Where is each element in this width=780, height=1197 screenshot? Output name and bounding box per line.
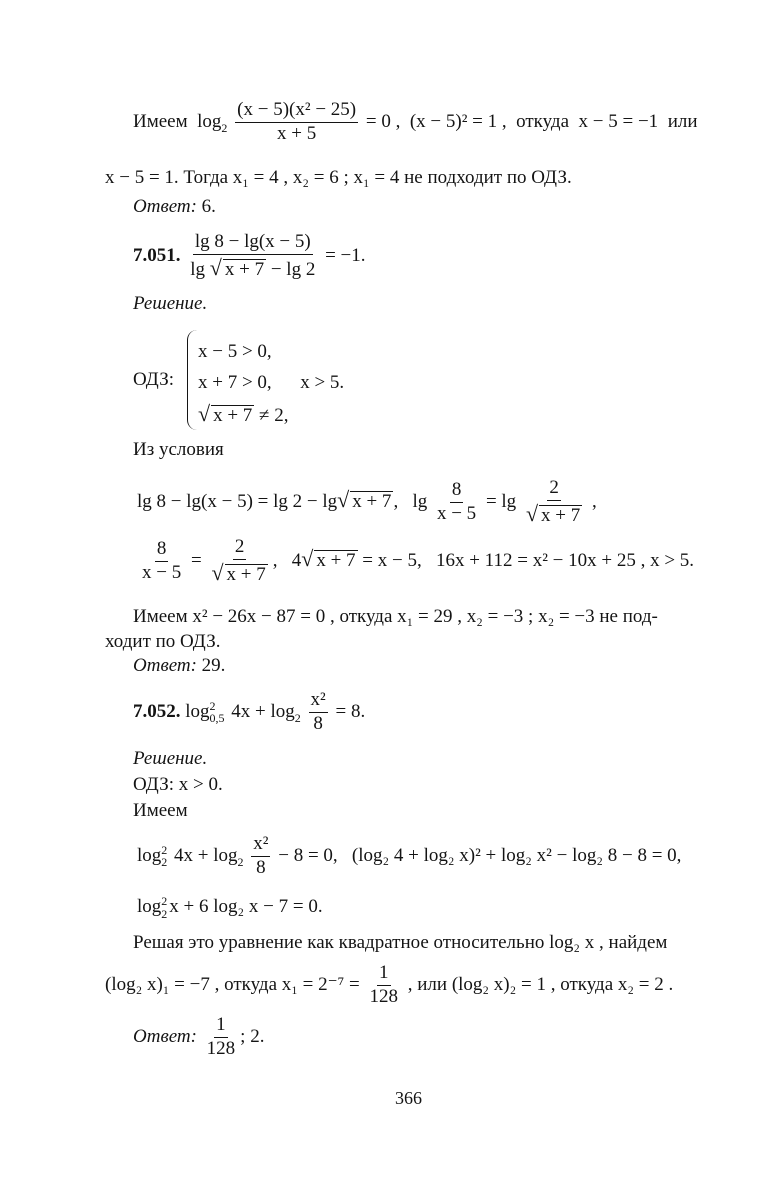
fraction-denominator: 8 xyxy=(256,856,266,878)
have-word: Имеем xyxy=(133,800,188,821)
power: 2 xyxy=(161,894,168,908)
fraction xyxy=(140,539,183,584)
odz-label: ОДЗ: xyxy=(133,369,175,390)
problem-fraction xyxy=(188,232,317,281)
fraction-numerator: 2 xyxy=(233,537,247,560)
system-result: x > 5. xyxy=(300,372,345,393)
comma: , xyxy=(272,549,278,571)
fraction-denominator xyxy=(524,501,584,527)
fraction-numerator: 8 xyxy=(155,539,169,562)
fraction xyxy=(368,963,401,1008)
fraction-numerator: 1 xyxy=(214,1015,228,1038)
fraction-numerator: x² xyxy=(251,834,270,857)
answer-label: Ответ: xyxy=(133,196,197,217)
log-base: 2 xyxy=(294,710,301,725)
comma: , xyxy=(393,490,399,512)
eq-part: lg 8 − lg(x − 5) = lg 2 − lg xyxy=(137,490,338,512)
sqrt-argument: x + 7 xyxy=(352,490,392,512)
answer-rest: ; 2. xyxy=(240,1025,265,1047)
top-answer xyxy=(133,196,216,218)
answer-label: Ответ: xyxy=(133,655,197,676)
radical-sign: √ xyxy=(525,500,539,526)
roots-part-a: (log₂ x)₁ = −7 , откуда x₁ = 2⁻⁷ = xyxy=(105,973,360,995)
radical-sign: √ xyxy=(337,486,350,512)
fraction-log-argument xyxy=(235,100,358,145)
expanded-part: (log₂ 4 + log₂ x)² + log₂ x² − log₂ 8 − 8 = 0, xyxy=(351,844,682,866)
sqrt-argument: x + 7 xyxy=(316,549,356,571)
fraction xyxy=(251,834,270,879)
fraction-denominator: x + 5 xyxy=(277,122,317,144)
base: 2 xyxy=(161,855,168,870)
roots-part-b: , или (log₂ x)₂ = 1 , откуда x₂ = 2 . xyxy=(407,973,674,995)
base: 2 xyxy=(161,906,168,921)
top-equation-line xyxy=(133,100,698,145)
fraction-denominator: x − 5 xyxy=(436,502,477,524)
root-equation: x − 5 = −1 xyxy=(578,110,659,132)
eq-part: x + 6 log₂ x − 7 = 0. xyxy=(169,895,323,917)
odz-system xyxy=(198,336,344,431)
system-line-2 xyxy=(198,367,344,398)
solution-label: Решение. xyxy=(133,293,208,314)
radical-sign: √ xyxy=(198,401,211,426)
solving-line: Решая это уравнение как квадратное относительно log₂ x , найдем xyxy=(133,932,668,953)
rhs: = 8. xyxy=(335,700,366,722)
fraction xyxy=(309,690,328,735)
fraction xyxy=(209,537,269,586)
or-word: или xyxy=(667,110,698,132)
fraction-numerator: x² xyxy=(309,690,328,713)
fraction-numerator: 1 xyxy=(377,963,391,986)
power: 2 xyxy=(209,698,216,713)
equals-zero: = 0 , xyxy=(365,110,401,132)
problem-number: 7.052. xyxy=(133,700,181,722)
fraction xyxy=(524,478,584,527)
system-line-3-rest: ≠ 2, xyxy=(254,405,289,426)
fraction-numerator: 8 xyxy=(450,480,464,503)
problem-7051-statement xyxy=(133,232,366,281)
log-sup-sub xyxy=(210,700,225,725)
log-prefix: log xyxy=(197,110,222,132)
fraction-denominator xyxy=(209,560,269,586)
log-equation-line xyxy=(137,478,597,527)
system-line-3 xyxy=(198,398,344,431)
fraction-numerator: 2 xyxy=(547,478,561,501)
eq-part: − 8 = 0, xyxy=(278,844,338,866)
log-prefix: log xyxy=(137,895,162,917)
radical-sign: √ xyxy=(301,545,314,571)
problem-7052-statement xyxy=(133,690,365,735)
log-base: 2 xyxy=(237,854,244,869)
odz-line: ОДЗ: x > 0. xyxy=(133,774,223,795)
have-line-2: ходит по ОДЗ. xyxy=(105,631,221,652)
from-condition: Из условия xyxy=(133,439,224,460)
log-base: 2 xyxy=(221,120,228,135)
sqrt-argument: x + 7 xyxy=(213,405,253,426)
lg-word: lg xyxy=(412,490,428,512)
radical-sign: √ xyxy=(209,254,222,280)
expanded-equation xyxy=(137,834,681,879)
fraction-numerator: lg 8 − lg(x − 5) xyxy=(193,232,313,255)
equals: = xyxy=(190,549,202,571)
fraction xyxy=(435,480,478,525)
problem-number: 7.051. xyxy=(133,244,181,266)
fraction-denominator xyxy=(188,255,317,281)
answer-7051 xyxy=(133,655,225,677)
log-prefix: log xyxy=(185,700,210,722)
log-prefix: log xyxy=(137,844,162,866)
rhs: = −1. xyxy=(325,244,366,266)
answer-value: 29. xyxy=(201,655,226,676)
fraction-denominator: x − 5 xyxy=(142,561,182,583)
fraction-denominator: 8 xyxy=(313,712,323,734)
power: 2 xyxy=(161,842,168,857)
top-then-line: x − 5 = 1. Тогда x₁ = 4 , x₂ = 6 ; x₁ = 4 не подходит по ОДЗ. xyxy=(105,167,572,188)
sqrt-argument: x + 7 xyxy=(224,258,265,280)
roots-line xyxy=(105,963,673,1008)
radical-sign: √ xyxy=(211,559,224,585)
equals-lg: = lg xyxy=(485,490,517,512)
fraction-denominator: 128 xyxy=(206,1037,236,1059)
sqrt-argument: x + 7 xyxy=(226,563,266,585)
whence-word: откуда xyxy=(516,110,570,132)
fraction xyxy=(205,1015,238,1060)
rational-equation-line xyxy=(137,537,694,586)
fraction-numerator: (x − 5)(x² − 25) xyxy=(235,100,358,123)
sqrt-argument: x + 7 xyxy=(541,504,581,526)
comma: , xyxy=(591,490,597,512)
log-sup-sub xyxy=(161,895,167,920)
answer-7052 xyxy=(133,1015,264,1060)
eq-part: 4x + log xyxy=(169,844,238,866)
quadratic-in-log xyxy=(137,895,323,920)
system-line-1: x − 5 > 0, xyxy=(198,341,272,362)
have-line-1: Имеем x² − 26x − 87 = 0 , откуда x₁ = 29 , x₂ = −3 ; x₂ = −3 не под- xyxy=(133,606,658,627)
fraction-denominator: 128 xyxy=(369,985,398,1007)
eq-part: = x − 5, xyxy=(357,549,422,571)
quadratic-equation: 16x + 112 = x² − 10x + 25 , x > 5. xyxy=(435,549,695,571)
coefficient: 4 xyxy=(291,549,302,571)
lg-word: lg xyxy=(190,258,206,280)
middle-part: 4x + log xyxy=(226,700,295,722)
square-equation: (x − 5)² = 1 , xyxy=(409,110,507,132)
log-sup-sub xyxy=(161,844,167,869)
have-word: Имеем xyxy=(133,110,188,132)
answer-value: 6. xyxy=(201,196,216,217)
page-number: 366 xyxy=(395,1088,422,1108)
answer-label: Ответ: xyxy=(133,1025,197,1047)
solution-label: Решение. xyxy=(133,748,208,769)
base: 0,5 xyxy=(209,711,225,726)
den-suffix: − lg 2 xyxy=(266,258,316,280)
system-line-2-text: x + 7 > 0, xyxy=(198,372,272,393)
